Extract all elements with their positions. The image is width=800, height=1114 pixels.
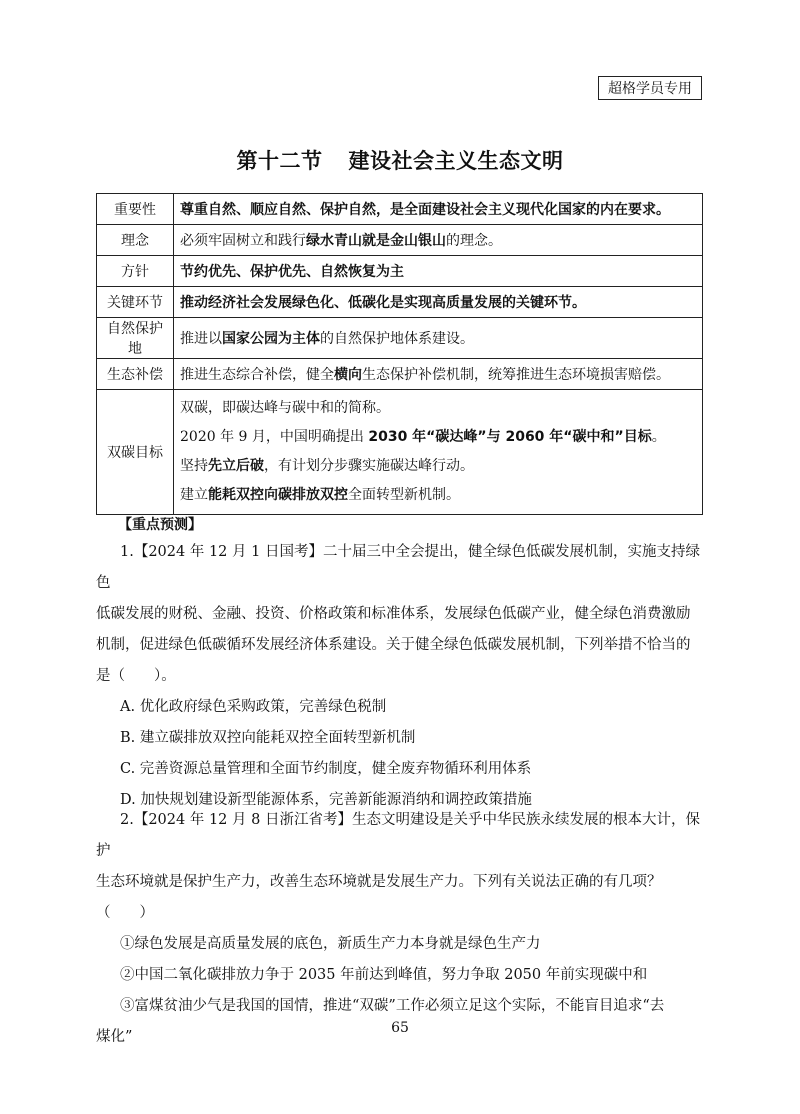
value-segment: 国家公园为主体 xyxy=(222,331,320,347)
value-line xyxy=(180,452,696,481)
question-2-line: 生态环境就是保护生产力，改善生态环境就是发展生产力。下列有关说法正确的有几项？（ ） xyxy=(96,874,662,921)
value-segment: 推进以 xyxy=(180,331,222,347)
value-segment: 先立后破 xyxy=(208,458,264,474)
row-value xyxy=(174,194,703,225)
section-label: 【重点预测】 xyxy=(118,517,202,533)
value-segment: 生态保护补偿机制，统筹推进生态环境损害赔偿。 xyxy=(362,367,670,383)
option-d: D. 加快规划建设新型能源体系，完善新能源消纳和调控政策措施 xyxy=(120,792,532,808)
question-1-line: 机制，促进绿色低碳循环发展经济体系建设。关于健全绿色低碳发展机制，下列举措不恰当的 xyxy=(96,637,691,653)
member-only-badge: 超格学员专用 xyxy=(598,76,702,100)
value-line xyxy=(180,394,696,423)
value-segment: 绿水青山就是金山银山 xyxy=(306,233,446,249)
section-title: 建设社会主义生态文明 xyxy=(348,149,564,173)
question-1-line: 低碳发展的财税、金融、投资、价格政策和标准体系，发展绿色低碳产业，健全绿色消费激励 xyxy=(96,606,691,622)
row-value xyxy=(174,359,703,390)
row-value xyxy=(174,390,703,515)
table-row xyxy=(97,287,703,318)
table-row xyxy=(97,194,703,225)
statement-item: 煤化” xyxy=(96,1029,133,1045)
page-number: 65 xyxy=(391,1020,409,1036)
summary-table xyxy=(96,193,703,515)
question-1 xyxy=(96,537,705,816)
value-segment: 2030 年“碳达峰”与 2060 年“碳中和”目标 xyxy=(368,429,652,445)
value-line xyxy=(180,481,696,510)
row-key: 双碳目标 xyxy=(97,390,174,515)
value-segment: 推进生态综合补偿，健全 xyxy=(180,367,334,383)
value-segment: 的自然保护地体系建设。 xyxy=(320,331,474,347)
statement-item: ③富煤贫油少气是我国的国情，推进“双碳”工作必须立足这个实际，不能盲目追求“去 xyxy=(120,998,665,1014)
value-segment: 全面转型新机制。 xyxy=(348,487,460,503)
value-segment: 的理念。 xyxy=(446,233,502,249)
option-c: C. 完善资源总量管理和全面节约制度，健全废弃物循环利用体系 xyxy=(120,761,532,777)
question-2 xyxy=(96,805,705,1053)
row-key: 理念 xyxy=(97,225,174,256)
value-segment: 必须牢固树立和践行 xyxy=(180,233,306,249)
value-segment: 横向 xyxy=(334,367,362,383)
value-segment: 推动经济社会发展绿色化、低碳化是实现高质量发展的关键环节。 xyxy=(180,295,586,311)
table-row xyxy=(97,318,703,359)
row-value xyxy=(174,225,703,256)
value-segment: 。 xyxy=(651,429,666,445)
row-key: 关键环节 xyxy=(97,287,174,318)
row-key: 生态补偿 xyxy=(97,359,174,390)
value-segment: ，有计划分步骤实施碳达峰行动。 xyxy=(264,458,474,474)
value-segment: 2020 年 9 月，中国明确提出 xyxy=(180,429,369,445)
value-segment: 节约优先、保护优先、自然恢复为主 xyxy=(180,264,404,280)
statement-item: ②中国二氧化碳排放力争于 2035 年前达到峰值，努力争取 2050 年前实现碳中和 xyxy=(120,967,648,983)
row-key: 方针 xyxy=(97,256,174,287)
row-key: 自然保护地 xyxy=(97,318,174,359)
question-2-line: 2.【2024 年 12 月 8 日浙江省考】生态文明建设是关乎中华民族永续发展的根本大计，保护 xyxy=(96,812,700,859)
value-segment: 坚持 xyxy=(180,458,208,474)
value-line xyxy=(180,423,696,452)
page-title xyxy=(0,145,800,175)
table-row xyxy=(97,225,703,256)
table-row xyxy=(97,390,703,515)
value-segment: 双碳，即碳达峰与碳中和的简称。 xyxy=(180,400,390,416)
value-segment: 建立 xyxy=(180,487,208,503)
table-row xyxy=(97,256,703,287)
row-value xyxy=(174,287,703,318)
table-row xyxy=(97,359,703,390)
row-value xyxy=(174,318,703,359)
option-b: B. 建立碳排放双控向能耗双控全面转型新机制 xyxy=(120,730,416,746)
row-key: 重要性 xyxy=(97,194,174,225)
question-1-line: 1.【2024 年 12 月 1 日国考】二十届三中全会提出，健全绿色低碳发展机制，实施支持绿色 xyxy=(96,544,700,591)
value-segment: 能耗双控向碳排放双控 xyxy=(208,487,348,503)
option-a: A. 优化政府绿色采购政策，完善绿色税制 xyxy=(120,699,387,715)
statement-item: ①绿色发展是高质量发展的底色，新质生产力本身就是绿色生产力 xyxy=(120,936,541,952)
section-number: 第十二节 xyxy=(236,149,323,173)
value-segment: 尊重自然、顺应自然、保护自然，是全面建设社会主义现代化国家的内在要求。 xyxy=(180,202,670,218)
row-value xyxy=(174,256,703,287)
question-1-line: 是（ ）。 xyxy=(96,668,176,684)
